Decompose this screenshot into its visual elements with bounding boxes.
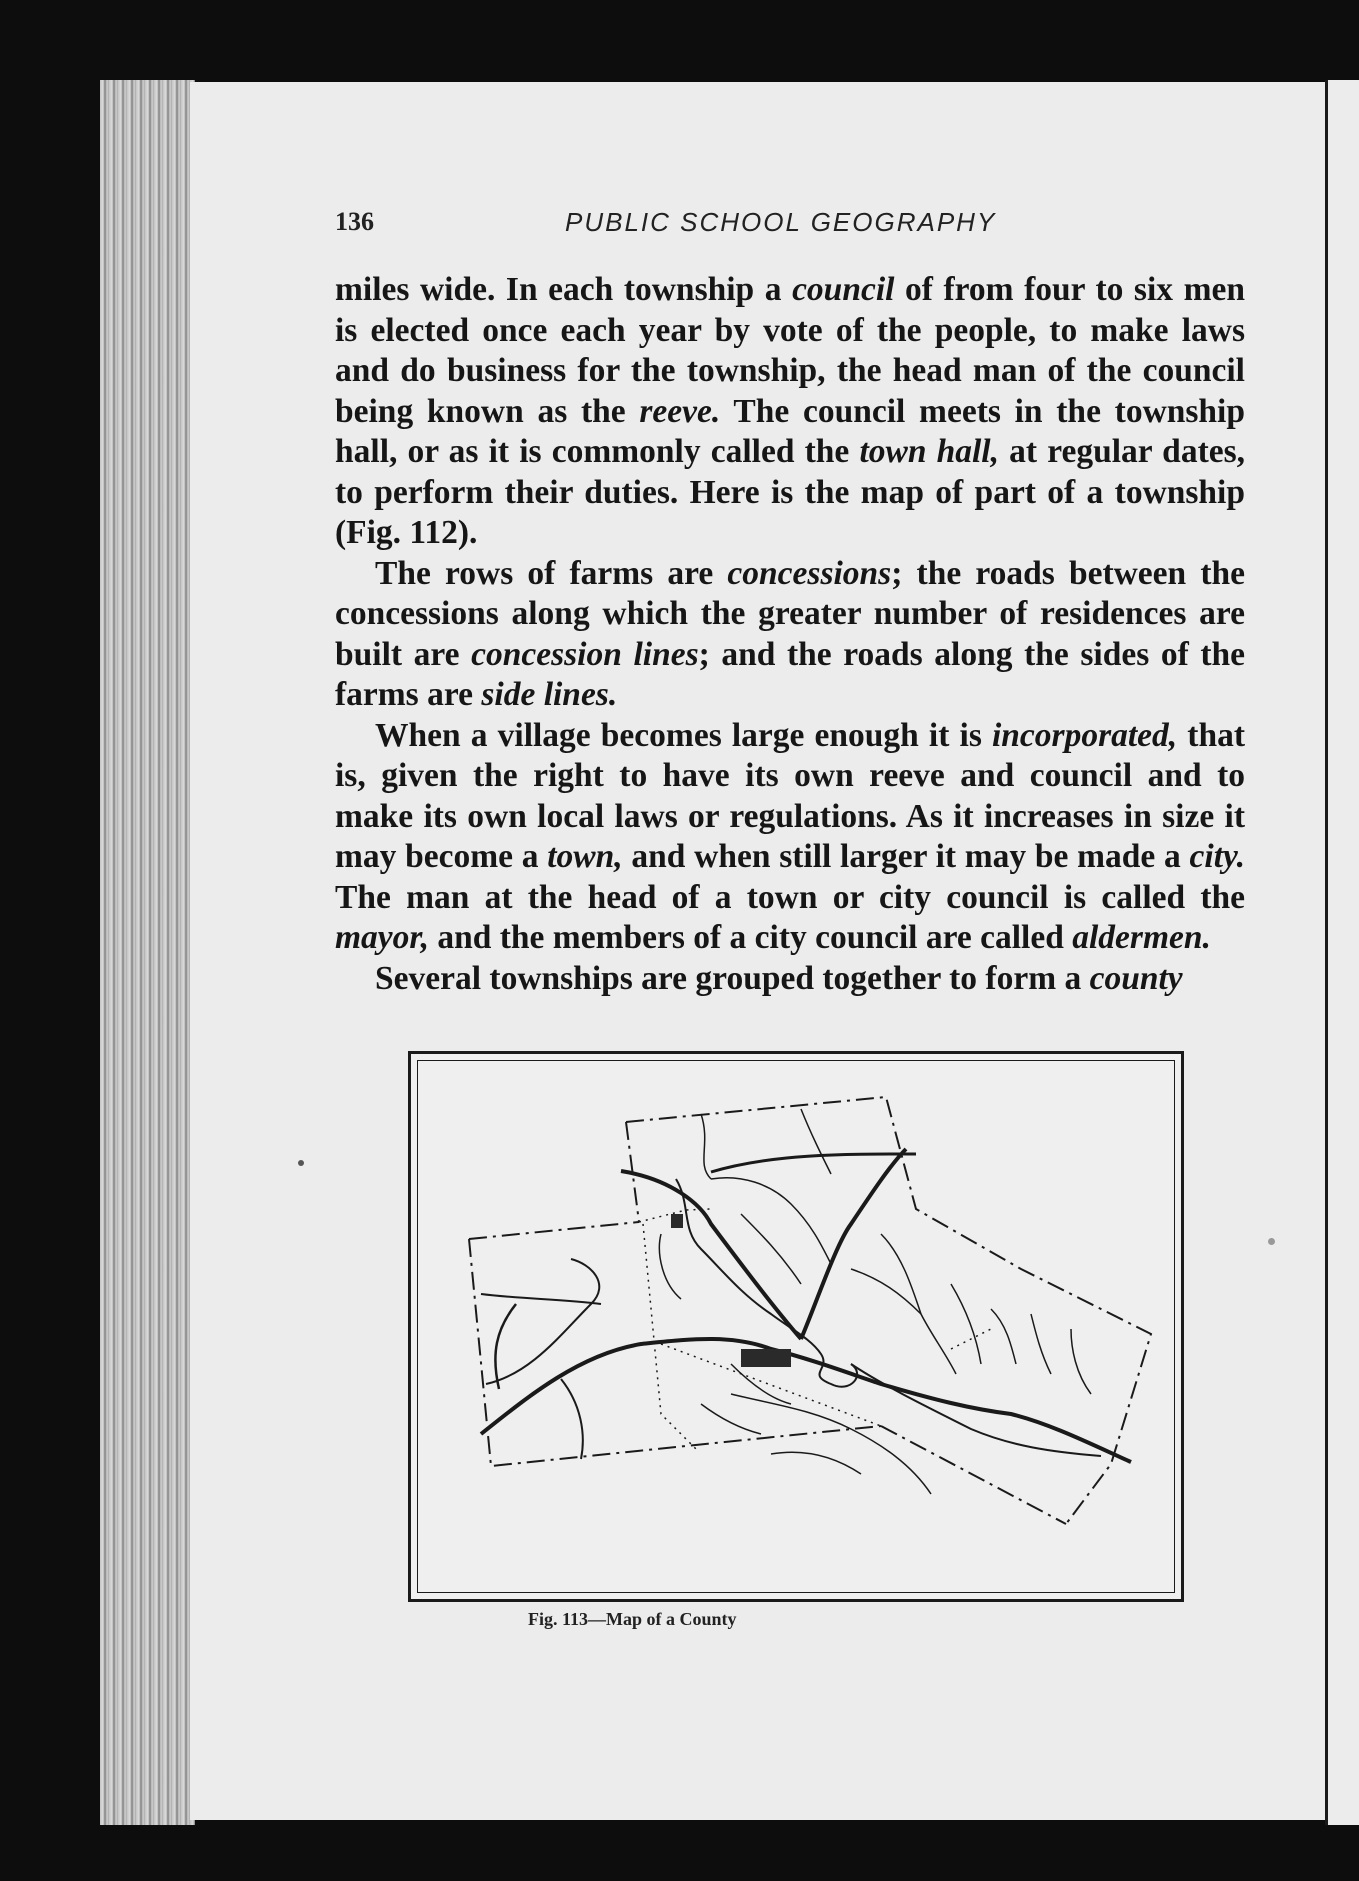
text-run: The rows of farms are <box>375 554 728 592</box>
county-map-figure <box>408 1051 1184 1602</box>
italic-term: town hall, <box>859 433 999 470</box>
township-boundary <box>469 1222 639 1239</box>
township-boundary <box>626 1097 1151 1524</box>
river <box>881 1234 956 1374</box>
text-run: and the members of a city council are called <box>429 919 1073 956</box>
italic-term: aldermen. <box>1072 919 1211 956</box>
italic-term: council <box>792 271 895 308</box>
italic-term: reeve. <box>639 392 721 430</box>
dotted-boundary <box>951 1329 991 1349</box>
italic-term: incorporated, <box>991 716 1178 754</box>
book-page <box>190 82 1325 1820</box>
text-run: ; and the roads along the sides of the farms are <box>335 635 1246 713</box>
page-number: 136 <box>335 207 374 236</box>
text-run: at regular dates, to perform their duties. Here is the map of part of a township (Fig. 112). <box>335 433 1246 551</box>
main-road <box>711 1154 916 1172</box>
river <box>951 1284 981 1364</box>
main-road <box>481 1339 1131 1462</box>
italic-term: county <box>1089 959 1183 997</box>
italic-term: concessions <box>727 554 892 592</box>
river <box>991 1309 1016 1364</box>
township-boundary <box>881 1426 1066 1524</box>
text-run: that is, given the right to have its own reeve and council and to make its own local laws or regulations. As it increases in size it may become a <box>335 716 1245 875</box>
river <box>1071 1329 1091 1394</box>
text-run: The man at the head of a town or city council is called the <box>335 878 1245 916</box>
river <box>701 1114 711 1179</box>
text-run: When a village becomes large enough it is <box>375 716 992 754</box>
paragraph <box>335 270 1245 554</box>
dotted-boundary <box>643 1224 696 1449</box>
town-block <box>741 1349 791 1367</box>
italic-term: side lines. <box>481 676 618 713</box>
text-run: Several townships are grouped together to form a <box>375 959 1090 997</box>
paragraph <box>335 959 1245 1000</box>
river <box>481 1294 601 1304</box>
county-map-drawing <box>411 1054 1181 1599</box>
river <box>801 1109 831 1174</box>
river <box>659 1234 681 1299</box>
river <box>701 1404 761 1434</box>
river <box>561 1379 583 1459</box>
italic-term: town, <box>547 838 623 875</box>
main-road <box>495 1304 516 1389</box>
text-run: of from four to six men is elected once each year by vote of the people, to make laws and do business for the township, the head man of the council being known as the <box>335 271 1245 430</box>
italic-term: mayor, <box>335 919 429 956</box>
body-text <box>335 270 1245 999</box>
main-road <box>621 1171 801 1339</box>
facing-page-edge <box>1325 80 1359 1825</box>
river <box>1031 1314 1051 1374</box>
text-run: The council meets in the township hall, or as it is commonly called the <box>335 392 1245 470</box>
figure-caption: Fig. 113—Map of a County <box>528 1609 737 1629</box>
text-run: miles wide. In each township a <box>335 271 793 308</box>
page-header <box>335 207 1135 247</box>
scan-speck <box>1268 1238 1275 1245</box>
italic-term: concession lines <box>471 635 699 673</box>
running-title: PUBLIC SCHOOL GEOGRAPHY <box>565 207 997 237</box>
paragraph <box>335 554 1245 716</box>
paragraph <box>335 716 1245 959</box>
text-run: and when still larger it may be made a <box>622 838 1190 875</box>
river <box>731 1394 931 1494</box>
river <box>731 1364 791 1404</box>
village-block <box>671 1214 683 1228</box>
river <box>771 1452 861 1474</box>
italic-term: city. <box>1189 838 1245 875</box>
river <box>851 1269 921 1314</box>
text-run: ; the roads between the concessions along which the greater number of residences are built are <box>335 554 1245 673</box>
page-edges-stack <box>100 80 195 1825</box>
scan-speck <box>298 1160 304 1166</box>
